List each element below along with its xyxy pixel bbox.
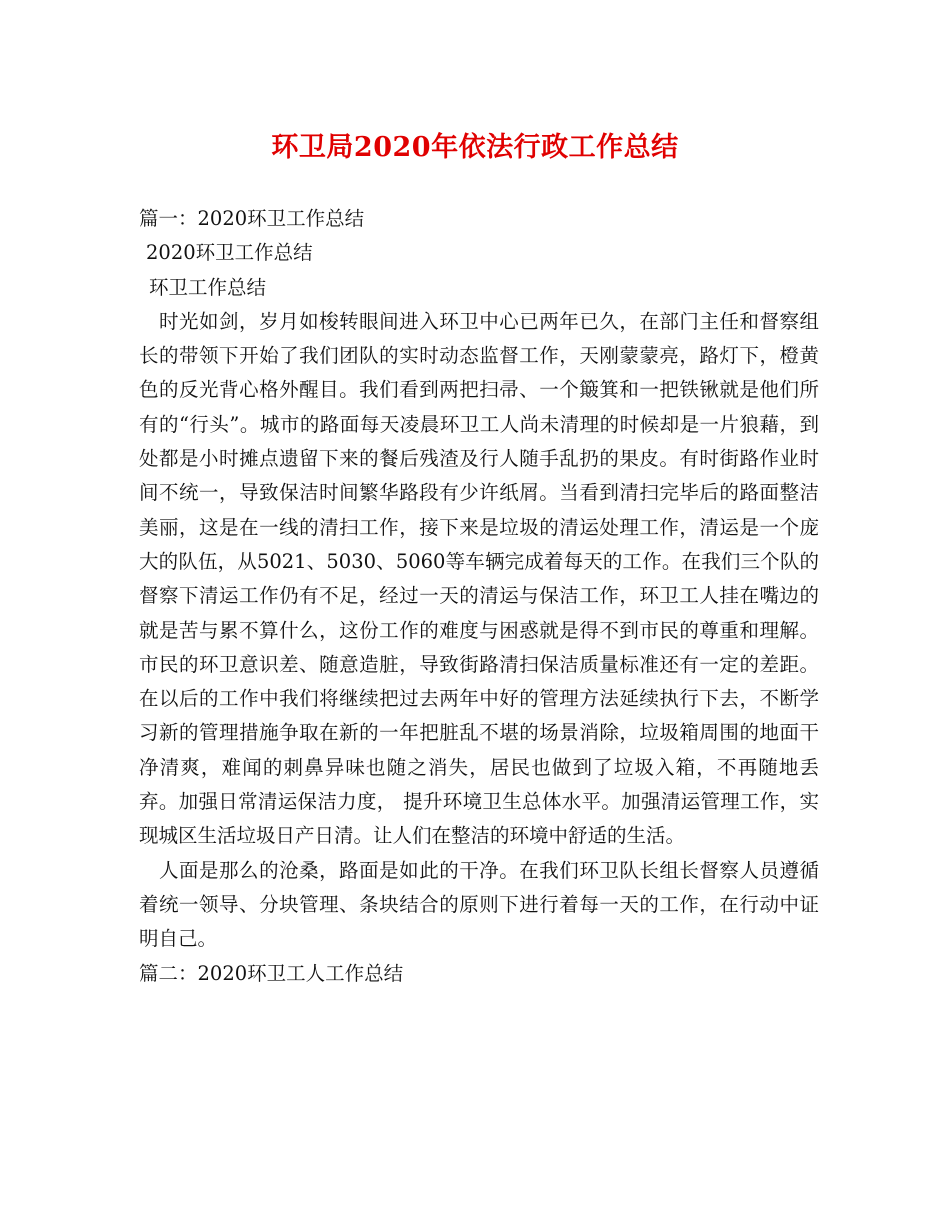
document-title: 环卫局2020年依法行政工作总结	[271, 132, 679, 163]
body-paragraph-1: 时光如剑，岁月如梭转眼间进入环卫中心已两年已久，在部门主任和督察组长的带领下开始了我们团队的实时动态监督工作，天刚蒙蒙亮，路灯下，橙黄色的反光背心格外醒目。我们看到两把扫帚、一个簸箕和一把铁锹就是他们所有的“行头”。城市的路面每天凌晨环卫工人尚未清理的时候却是一片狼藉，到处都是小时摊点遗留下来的餐后残渣及行人随手乱扔的果皮。有时街路作业时间不统一，导致保洁时间繁华路段有少许纸屑。当看到清扫完毕后的路面整洁美丽，这是在一线的清扫工作，接下来是垃圾的清运处理工作，清运是一个庞大的队伍，从5021、5030、5060等车辆完成着每天的工作。在我们三个队的督察下清运工作仍有不足，经过一天的清运与保洁工作，环卫工人挂在嘴边的就是苦与累不算什么，这份工作的难度与困惑就是得不到市民的尊重和理解。市民的环卫意识差、随意造脏，导致街路清扫保洁质量标准还有一定的差距。在以后的工作中我们将继续把过去两年中好的管理方法延续执行下去，不断学习新的管理措施争取在新的一年把脏乱不堪的场景消除，垃圾箱周围的地面干净清爽，难闻的刺鼻异味也随之消失，居民也做到了垃圾入箱，不再随地丢弃。加强日常清运保洁力度， 提升环境卫生总体水平。加强清运管理工作，实现城区生活垃圾日产日清。让人们在整洁的环境中舒适的生活。	[139, 309, 819, 848]
document-body	[139, 202, 819, 991]
subheading-1: 2020环卫工作总结	[146, 241, 313, 265]
body-paragraph-2: 人面是那么的沧桑，路面是如此的干净。在我们环卫队长组长督察人员遵循着统一领导、分块管理、条块结合的原则下进行着每一天的工作，在行动中证明自己。	[139, 858, 819, 951]
subheading-2: 环卫工作总结	[149, 275, 267, 299]
section-heading-1: 篇一：2020环卫工作总结	[139, 207, 365, 230]
section-heading-2: 篇二：2020环卫工人工作总结	[139, 961, 404, 985]
